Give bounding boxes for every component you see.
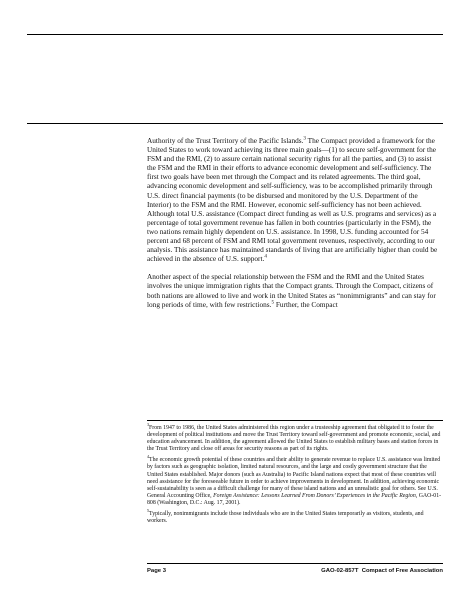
footnote-3-text: From 1947 to 1986, the United States administered this region under a trusteeship agreement that obligated it to foster the development of political institutions and move the Trust Territory toward self-government and promote economic, social, and education advancement. In addition, the agreement allowed the United States to establish military bases and station forces in the Trust Territory and close off areas for security reasons as part of its rights. <box>147 425 441 453</box>
body-paragraph-2-text: Another aspect of the special relationship between the FSM and the RMI and the United States involves the unique immigration rights that the Compact grants. Through the Compact, citizens of both nations are allowed to live and work in the United States as “nonimmigrants” and can stay for long periods of time, with few restrictions. <box>147 272 436 309</box>
footnote-3-number: 3 <box>147 422 150 428</box>
footnote-separator <box>147 420 443 421</box>
footnote-4-cited-title: Foreign Assistance: Lessons Learned From Donors’ Experiences in the Pacific Region <box>213 492 416 499</box>
footnotes <box>147 422 442 525</box>
footnote-5-text: Typically, nonimmigrants include those individuals who are in the United States temporarily as visitors, students, and workers. <box>147 511 424 525</box>
body-paragraph-1 <box>147 136 442 263</box>
body-paragraph-1-text-cont: The Compact provided a framework for the United States to work toward achieving its three main goals—(1) to secure self-government for the FSM and the RMI, (2) to assure certain national security rights for all the parties, and (3) to assist the FSM and the RMI in their efforts to advance economic development and self-sufficiency. The first two goals have been met through the Compact and its related agreements. The third goal, advancing economic development and self-sufficiency, was to be accomplished primarily through U.S. direct financial payments (to be disbursed and monitored by the U.S. Department of the Interior) to the FSM and the RMI. However, economic self-sufficiency has not been achieved. Although total U.S. assistance (Compact direct funding as well as U.S. programs and services) as a percentage of total government revenue has fallen in both countries (particularly in the FSM), the two nations remain highly dependent on U.S. assistance. In 1998, U.S. funding accounted for 54 percent and 68 percent of FSM and RMI total government revenues, respectively, according to our analysis. This assistance has maintained standards of living that are artificially higher than could be achieved in the absence of U.S. support. <box>147 136 438 264</box>
body-paragraph-2-text-cont: Further, the Compact <box>274 299 338 309</box>
footnote-ref-5[interactable]: 5 <box>271 299 274 306</box>
footnote-5-number: 5 <box>147 508 150 514</box>
header-rule-bottom <box>27 123 443 124</box>
document-id: GAO-02-857T Compact of Free Association <box>321 568 443 574</box>
header-rule-top <box>27 34 443 35</box>
footnote-ref-4[interactable]: 4 <box>264 253 267 260</box>
footnote-4 <box>147 454 442 507</box>
footnote-4-text: The economic growth potential of these countries and their ability to generate revenue to replace U.S. assistance was limited by factors such as geographic isolation, limited natural resources, and the large and costly government structure that the United States established. Major donors (such as Australia) to Pacific Island nations expect that most of these countries will need assistance for the foreseeable future in order to achieve improvements in development. In addition, achieving economic self-sustainability is seen as a difficult challenge for many of these island nations and an unrealistic goal for others. See U.S. General Accounting Office, <box>147 457 441 499</box>
footer-rule <box>147 563 443 564</box>
footnote-4-number: 4 <box>147 454 150 460</box>
body-paragraph-2 <box>147 272 442 308</box>
footnote-5 <box>147 508 442 525</box>
footnote-ref-3[interactable]: 3 <box>303 135 306 142</box>
footnote-4-citation: , GAO-01-808 (Washington, D.C.: Aug. 17, 2001). <box>147 492 442 506</box>
body-paragraph-1-text: Authority of the Trust Territory of the Pacific Islands. <box>147 136 304 145</box>
body-text <box>147 136 442 309</box>
page-number: Page 3 <box>147 568 166 574</box>
footnote-3 <box>147 422 442 453</box>
